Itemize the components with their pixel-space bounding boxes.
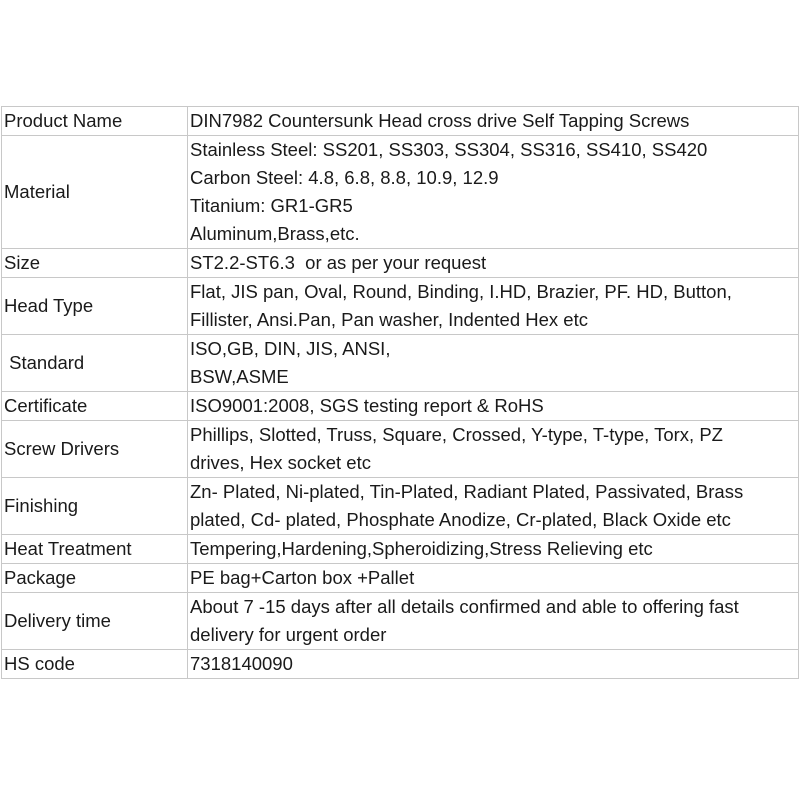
row-label: Product Name: [2, 107, 188, 136]
row-label: Size: [2, 249, 188, 278]
row-value: [188, 421, 799, 478]
value-line: Aluminum,Brass,etc.: [190, 223, 360, 244]
row-value: [188, 650, 799, 679]
value-line: ISO9001:2008, SGS testing report & RoHS: [190, 395, 544, 416]
row-value: [188, 392, 799, 421]
value-line: Flat, JIS pan, Oval, Round, Binding, I.HD, Brazier, PF. HD, Button,: [190, 281, 732, 302]
row-value: [188, 478, 799, 535]
row-label: Material: [2, 136, 188, 249]
value-line: Zn- Plated, Ni-plated, Tin-Plated, Radiant Plated, Passivated, Brass: [190, 481, 744, 502]
value-line: Fillister, Ansi.Pan, Pan washer, Indented Hex etc: [190, 309, 588, 330]
table-row-package: [2, 564, 799, 593]
row-value: [188, 593, 799, 650]
row-value: [188, 249, 799, 278]
row-label: Certificate: [2, 392, 188, 421]
value-line: Carbon Steel: 4.8, 6.8, 8.8, 10.9, 12.9: [190, 167, 499, 188]
table-row-standard: [2, 335, 799, 392]
value-line: Titanium: GR1-GR5: [190, 195, 353, 216]
row-label: Head Type: [2, 278, 188, 335]
value-line: plated, Cd- plated, Phosphate Anodize, Cr-plated, Black Oxide etc: [190, 509, 731, 530]
table-row-finishing: [2, 478, 799, 535]
row-label: Standard: [2, 335, 188, 392]
table-row-hs-code: [2, 650, 799, 679]
table-row-head-type: [2, 278, 799, 335]
row-label: Screw Drivers: [2, 421, 188, 478]
value-line: ST2.2-ST6.3 or as per your request: [190, 252, 487, 273]
row-label: Delivery time: [2, 593, 188, 650]
table-row-delivery-time: [2, 593, 799, 650]
value-line: Tempering,Hardening,Spheroidizing,Stress Relieving etc: [190, 538, 653, 559]
product-spec-table: [1, 106, 799, 679]
row-value: [188, 107, 799, 136]
table-row-size: [2, 249, 799, 278]
row-value: [188, 335, 799, 392]
table-row-certificate: [2, 392, 799, 421]
row-value: [188, 278, 799, 335]
table-row-product-name: [2, 107, 799, 136]
row-value: [188, 535, 799, 564]
row-value: [188, 564, 799, 593]
value-line: ISO,GB, DIN, JIS, ANSI,: [190, 338, 391, 359]
value-line: Stainless Steel: SS201, SS303, SS304, SS316, SS410, SS420: [190, 139, 708, 160]
table-row-heat-treatment: [2, 535, 799, 564]
row-label: HS code: [2, 650, 188, 679]
table-row-material: [2, 136, 799, 249]
row-value: [188, 136, 799, 249]
value-line: About 7 -15 days after all details confirmed and able to offering fast: [190, 596, 739, 617]
value-line: BSW,ASME: [190, 366, 289, 387]
value-line: Phillips, Slotted, Truss, Square, Crossed, Y-type, T-type, Torx, PZ: [190, 424, 723, 445]
row-label: Finishing: [2, 478, 188, 535]
value-line: PE bag+Carton box +Pallet: [190, 567, 415, 588]
value-line: DIN7982 Countersunk Head cross drive Self Tapping Screws: [190, 110, 690, 131]
table-row-screw-drivers: [2, 421, 799, 478]
row-label: Heat Treatment: [2, 535, 188, 564]
row-label: Package: [2, 564, 188, 593]
value-line: drives, Hex socket etc: [190, 452, 371, 473]
value-line: 7318140090: [190, 653, 293, 674]
value-line: delivery for urgent order: [190, 624, 387, 645]
